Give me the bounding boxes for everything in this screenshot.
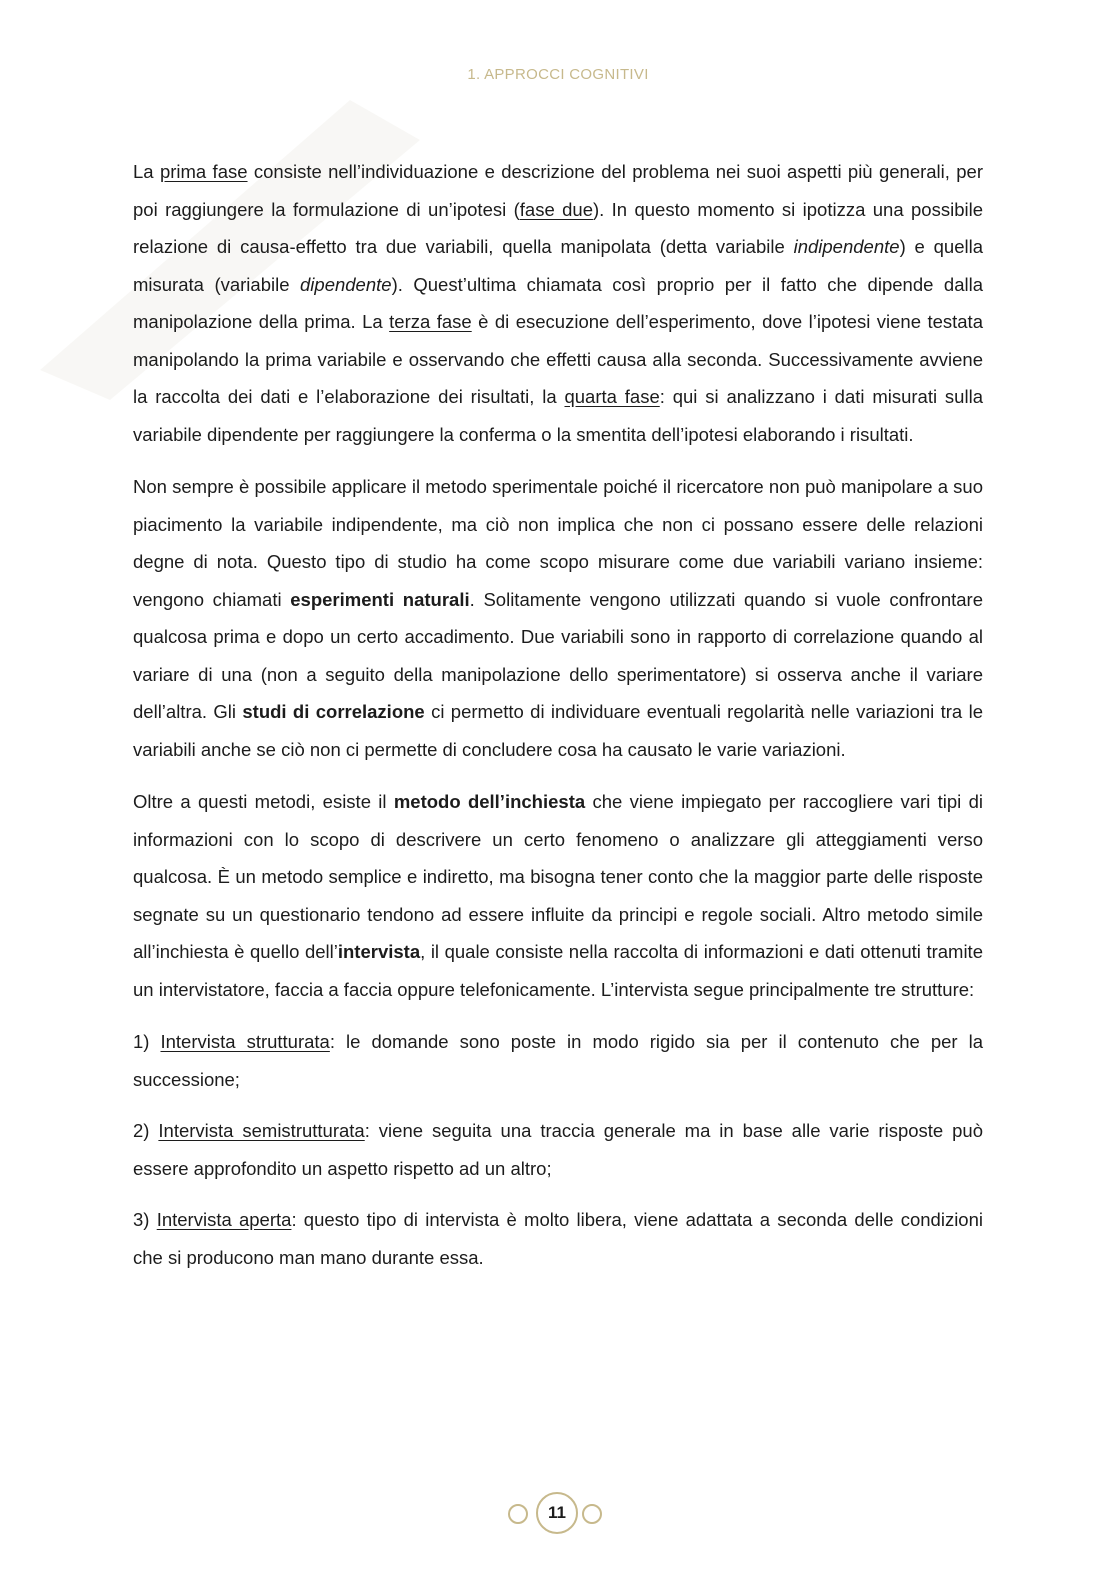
running-header: 1. APPROCCI COGNITIVI [467,66,649,83]
paragraph-phases [133,153,983,453]
term-indipendente: indipendente [793,236,900,257]
item-number: 1) [133,1031,161,1052]
item-text: : questo tipo di intervista è molto libera, viene adattata a seconda delle condizioni che si producono man mano durante essa. [133,1209,983,1268]
list-item [133,1201,983,1276]
text-run: La [133,161,160,182]
item-text: : viene seguita una traccia generale ma in base alle varie risposte può essere approfondito un aspetto rispetto ad un altro; [133,1120,984,1179]
text-run: ) e quella misurata (variabile [133,236,984,295]
text-run: è di esecuzione dell’esperimento, dove l’ipotesi viene testata manipolando la prima variabile e osservando che effetti causa alla seconda. Successivamente avviene la raccolta dei dati e l’elaborazione dei risultati, la [133,311,983,407]
text-run: Oltre a questi metodi, esiste il [133,791,394,812]
term-prima-fase: prima fase [159,161,248,182]
list-item [133,1023,983,1098]
term-intervista: intervista [337,941,421,962]
item-number: 3) [133,1209,157,1230]
document-body [133,153,983,1290]
page-footer [0,1492,1116,1536]
list-item [133,1112,983,1187]
item-number: 2) [133,1120,159,1141]
paragraph-inquiry [133,783,983,1008]
text-run: ). Quest’ultima chiamata così proprio per il fatto che dipende dalla manipolazione della prima. La [133,273,983,332]
term-fase-due: fase due [519,198,593,220]
text-run: consiste nell’individuazione e descrizione del problema nei suoi aspetti più generali, per poi raggiungere la formulazione di un’ipotesi ( [133,161,984,220]
term-quarta-fase: quarta fase [564,386,660,407]
page-number: 11 [536,1492,578,1534]
circle-ornament-icon [508,1504,528,1524]
text-run: : qui si analizzano i dati misurati sulla variabile dipendente per raggiungere la conferma o la smentita dell’ipotesi elaborando i risultati. [133,386,983,445]
paragraph-correlation [133,468,983,768]
circle-ornament-icon [582,1504,602,1524]
term-terza-fase: terza fase [389,311,472,332]
item-term: Intervista semistrutturata [158,1120,365,1141]
item-term: Intervista aperta [156,1209,292,1230]
text-run: ci permetto di individuare eventuali regolarità nelle variazioni tra le variabili anche se ciò non ci permette di concludere cosa ha causato le varie variazioni. [133,701,983,760]
text-run: Non sempre è possibile applicare il metodo sperimentale poiché il ricercatore non può manipolare a suo piacimento la variabile indipendente, ma ciò non implica che non ci possano essere delle relazioni degne di nota. Questo tipo di studio ha come scopo misurare come due variabili variano insieme: vengono chiamati [133,476,983,610]
term-esperimenti-naturali: esperimenti naturali [290,588,470,610]
text-run: , il quale consiste nella raccolta di informazioni e dati ottenuti tramite un intervistatore, faccia a faccia oppure telefonicamente. L’intervista segue principalmente tre strutture: [133,941,983,1000]
term-metodo-inchiesta: metodo dell’inchiesta [393,791,586,812]
item-text: : le domande sono poste in modo rigido sia per il contenuto che per la successione; [133,1031,984,1090]
text-run: che viene impiegato per raccogliere vari tipi di informazioni con lo scopo di descrivere un certo fenomeno o analizzare gli atteggiamenti verso qualcosa. È un metodo semplice e indiretto, ma bisogna tener conto che la maggior parte delle risposte segnate su un questionario tendono ad essere influite da principi e regole sociali. Altro metodo simile all’inchiesta è quello dell’ [133,791,983,962]
text-run: ). In questo momento si ipotizza una possibile relazione di causa-effetto tra due variabili, quella manipolata (detta variabile [133,198,983,257]
item-term: Intervista strutturata [160,1031,330,1052]
text-run: . Solitamente vengono utilizzati quando si vuole confrontare qualcosa prima e dopo un certo accadimento. Due variabili sono in rapporto di correlazione quando al variare di una (non a seguito della manipolazione dello sperimentatore) si osserva anche il variare dell’altra. Gli [133,588,983,722]
term-dipendente: dipendente [300,273,392,295]
term-studi-di-correlazione: studi di correlazione [242,701,425,722]
